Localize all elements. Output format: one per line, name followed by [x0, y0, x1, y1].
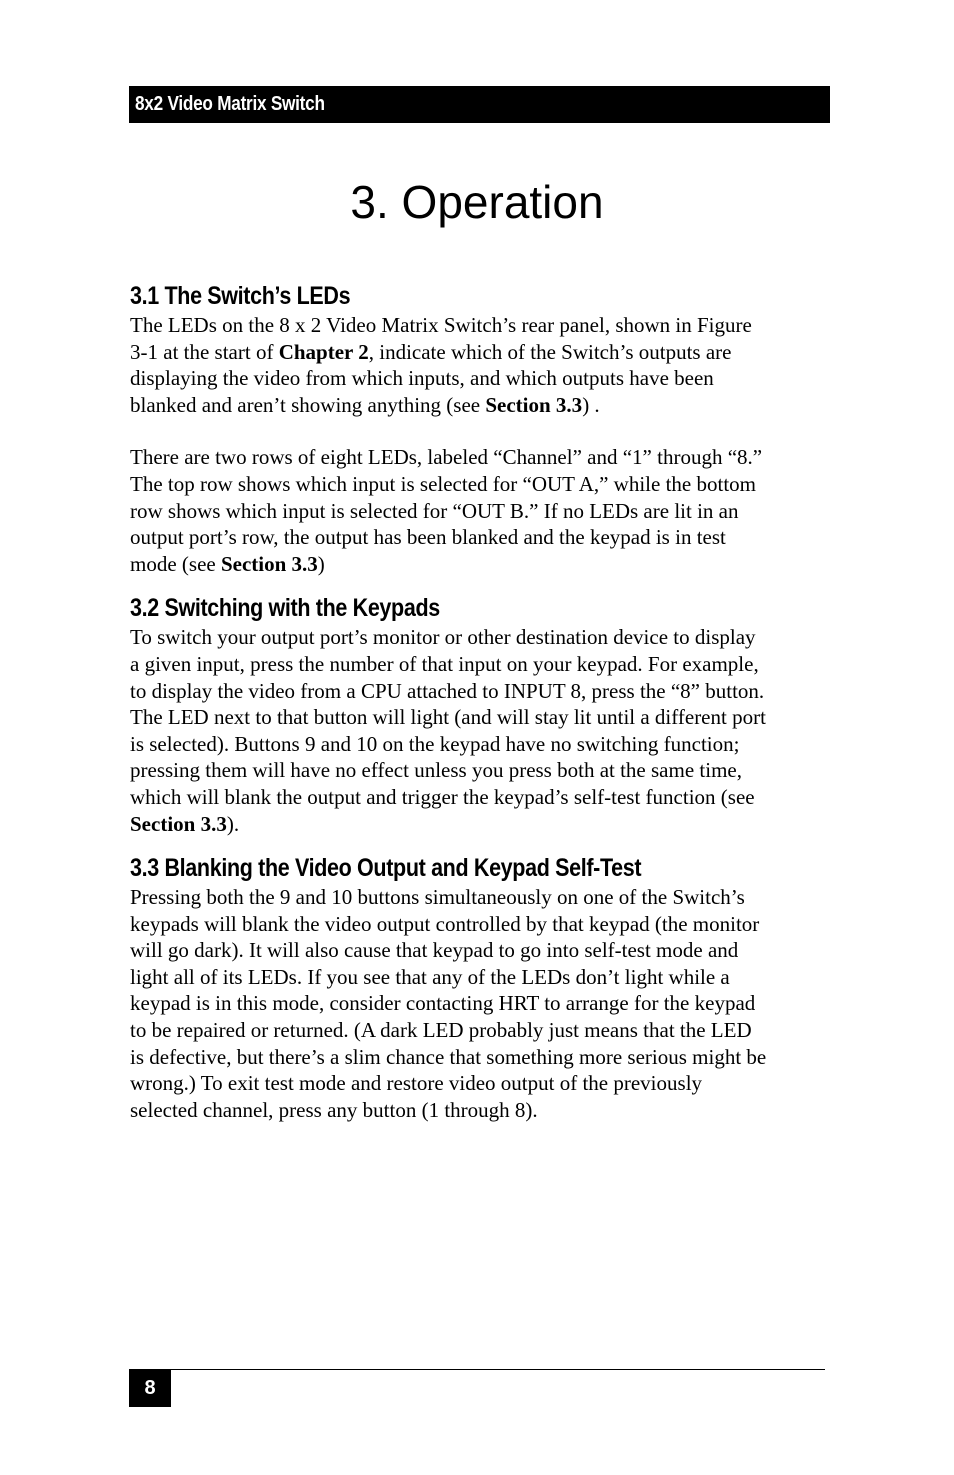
text-line: keypads will blank the video output controlled by that keypad (the monitor — [130, 911, 760, 936]
text-line: selected channel, press any button (1 through 8). — [130, 1097, 538, 1122]
section-3-2 — [130, 592, 830, 837]
text-line: is selected). Buttons 9 and 10 on the keypad have no switching function; — [130, 731, 740, 756]
section-heading: 3.2 Switching with the Keypads — [130, 594, 440, 623]
text-line: which will blank the output and trigger the keypad’s self-test function (see — [130, 784, 755, 809]
running-header-title: 8x2 Video Matrix Switch — [135, 93, 325, 115]
text-run: 3-1 at the start of — [130, 339, 279, 364]
footer-rule — [129, 1369, 825, 1370]
text-run: ) . — [582, 392, 600, 417]
text-line: The top row shows which input is selected for “OUT A,” while the bottom — [130, 471, 757, 496]
page-body — [130, 280, 830, 1123]
text-line: pressing them will have no effect unless you press both at the same time, — [130, 758, 742, 783]
text-line: wrong.) To exit test mode and restore video output of the previously — [130, 1071, 703, 1096]
text-line: output port’s row, the output has been blanked and the keypad is in test — [130, 525, 726, 550]
section-reference: Section 3.3 — [130, 811, 227, 836]
text-run: ) — [317, 551, 325, 576]
text-line: Pressing both the 9 and 10 buttons simultaneously on one of the Switch’s — [130, 885, 745, 910]
section-3-1 — [130, 280, 830, 577]
text-line: There are two rows of eight LEDs, labeled “Channel” and “1” through “8.” — [130, 445, 763, 470]
text-line: displaying the video from which inputs, and which outputs have been — [130, 366, 714, 391]
text-line: is defective, but there’s a slim chance that something more serious might be — [130, 1044, 767, 1069]
text-line: to display the video from a CPU attached to INPUT 8, press the “8” button. — [130, 678, 765, 703]
running-header — [129, 86, 830, 123]
text-line — [130, 340, 732, 364]
text-line: The LED next to that button will light (and will stay lit until a different port — [130, 705, 766, 730]
page-number-box — [129, 1369, 171, 1407]
paragraph — [130, 444, 830, 577]
text-line — [130, 552, 325, 576]
text-line: row shows which input is selected for “OUT B.” If no LEDs are lit in an — [130, 498, 739, 523]
text-line — [130, 393, 600, 417]
text-line: a given input, press the number of that input on your keypad. For example, — [130, 651, 759, 676]
section-reference: Section 3.3 — [220, 551, 318, 576]
paragraph — [130, 312, 830, 418]
text-run: , indicate which of the Switch’s outputs are — [368, 339, 732, 364]
text-line: keypad is in this mode, consider contacting HRT to arrange for the keypad — [130, 991, 756, 1016]
section-reference: Section 3.3 — [485, 392, 583, 417]
section-heading: 3.3 Blanking the Video Output and Keypad Self-Test — [130, 854, 642, 883]
text-line: will go dark). It will also cause that keypad to go into self-test mode and — [130, 938, 739, 963]
section-heading: 3.1 The Switch’s LEDs — [130, 282, 351, 310]
text-line: to be repaired or returned. (A dark LED probably just means that the LED — [130, 1018, 752, 1043]
paragraph — [130, 884, 830, 1123]
chapter-reference: Chapter 2 — [278, 339, 369, 364]
text-line: light all of its LEDs. If you see that any of the LEDs don’t light while a — [130, 964, 730, 989]
text-run: ). — [226, 811, 240, 836]
chapter-title: 3. Operation — [350, 176, 604, 228]
section-3-3 — [130, 852, 830, 1123]
text-line: To switch your output port’s monitor or other destination device to display — [130, 625, 756, 650]
page-number: 8 — [144, 1376, 156, 1399]
text-run: mode (see — [130, 551, 221, 576]
paragraph — [130, 624, 830, 837]
text-run: blanked and aren’t showing anything (see — [130, 392, 486, 417]
text-line: The LEDs on the 8 x 2 Video Matrix Switch’s rear panel, shown in Figure — [130, 313, 752, 337]
text-line — [130, 812, 239, 836]
